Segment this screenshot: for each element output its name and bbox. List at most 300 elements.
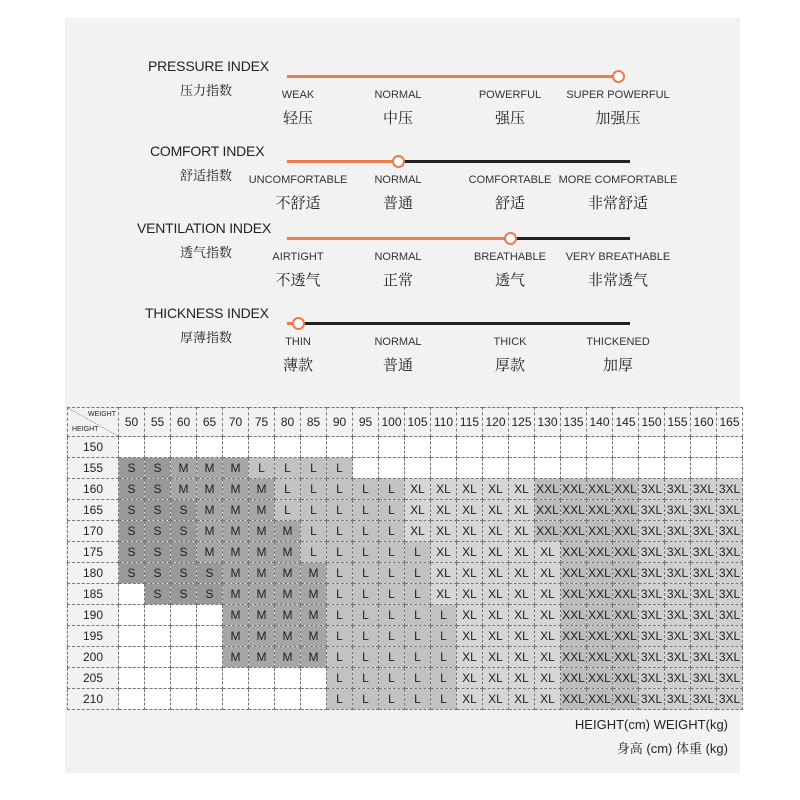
size-cell: 3XL	[717, 689, 743, 710]
weight-header: 135	[561, 408, 587, 437]
size-cell: L	[301, 500, 327, 521]
size-cell: 3XL	[665, 584, 691, 605]
size-cell: 3XL	[665, 500, 691, 521]
size-cell: XL	[483, 563, 509, 584]
size-cell: XXL	[561, 542, 587, 563]
height-header: 190	[68, 605, 119, 626]
size-cell: XL	[431, 563, 457, 584]
size-cell: XL	[509, 521, 535, 542]
size-cell: S	[119, 521, 145, 542]
level-label-cn: 透气	[494, 272, 525, 289]
size-cell: L	[353, 626, 379, 647]
table-row	[68, 668, 743, 689]
size-cell: S	[171, 500, 197, 521]
size-cell: XL	[535, 584, 561, 605]
size-cell: XL	[457, 626, 483, 647]
weight-header: 130	[535, 408, 561, 437]
size-cell: XL	[457, 647, 483, 668]
index-title-cn: 厚薄指数	[180, 330, 233, 345]
size-cell: L	[379, 479, 405, 500]
size-cell: 3XL	[691, 479, 717, 500]
size-cell: S	[145, 479, 171, 500]
footer-units-cn: 身高 (cm) 体重 (kg)	[616, 741, 728, 756]
height-header: 210	[68, 689, 119, 710]
size-cell: XXL	[561, 563, 587, 584]
size-cell: XXL	[561, 500, 587, 521]
size-cell: L	[405, 647, 431, 668]
size-cell: 3XL	[665, 479, 691, 500]
size-cell: L	[249, 458, 275, 479]
level-label-en: NORMAL	[374, 89, 422, 101]
size-cell: L	[379, 521, 405, 542]
size-cell: L	[353, 563, 379, 584]
size-cell: L	[353, 605, 379, 626]
size-cell	[119, 689, 145, 710]
size-cell: 3XL	[717, 605, 743, 626]
size-cell: L	[327, 542, 353, 563]
size-cell	[145, 605, 171, 626]
index-title-cn: 压力指数	[180, 83, 233, 98]
size-cell	[379, 437, 405, 458]
size-cell: L	[405, 563, 431, 584]
size-cell: 3XL	[691, 626, 717, 647]
table-row	[68, 689, 743, 710]
size-cell: XXL	[561, 605, 587, 626]
index-title: THICKNESS INDEX	[145, 305, 269, 321]
size-cell: M	[197, 500, 223, 521]
weight-header: 140	[587, 408, 613, 437]
size-cell	[431, 437, 457, 458]
size-cell	[197, 605, 223, 626]
size-cell	[405, 458, 431, 479]
size-cell	[327, 437, 353, 458]
size-cell: XL	[457, 689, 483, 710]
table-row	[68, 626, 743, 647]
size-cell: M	[223, 626, 249, 647]
size-cell	[353, 458, 379, 479]
height-header: 170	[68, 521, 119, 542]
size-cell: 3XL	[691, 605, 717, 626]
size-cell	[301, 689, 327, 710]
size-cell: M	[249, 626, 275, 647]
size-cell: XL	[457, 500, 483, 521]
level-label-cn: 不透气	[275, 272, 321, 289]
size-cell: XL	[509, 584, 535, 605]
size-cell: 3XL	[717, 479, 743, 500]
size-cell	[535, 437, 561, 458]
level-label-cn: 正常	[382, 272, 413, 289]
size-cell: L	[379, 584, 405, 605]
index-level	[553, 336, 683, 375]
size-cell: M	[275, 605, 301, 626]
level-label-cn: 厚款	[494, 357, 525, 374]
weight-header: 80	[275, 408, 301, 437]
size-cell: XL	[457, 479, 483, 500]
table-row	[68, 563, 743, 584]
size-cell: 3XL	[691, 542, 717, 563]
size-cell: L	[405, 626, 431, 647]
size-cell: XL	[457, 563, 483, 584]
level-label-cn: 不舒适	[275, 195, 321, 212]
table-row	[68, 542, 743, 563]
size-cell: XL	[483, 689, 509, 710]
size-cell: M	[249, 647, 275, 668]
size-cell: L	[327, 563, 353, 584]
level-label-en: THIN	[285, 336, 311, 348]
weight-header: 160	[691, 408, 717, 437]
weight-header: 100	[379, 408, 405, 437]
size-cell	[457, 437, 483, 458]
level-label-cn: 加强压	[595, 110, 641, 127]
size-cell: XL	[483, 542, 509, 563]
size-cell: 3XL	[639, 668, 665, 689]
level-label-en: NORMAL	[374, 251, 422, 263]
size-cell: S	[119, 500, 145, 521]
size-cell: XXL	[561, 647, 587, 668]
size-cell: M	[249, 479, 275, 500]
index-track	[287, 160, 630, 163]
index-title: VENTILATION INDEX	[137, 220, 272, 236]
size-cell: S	[171, 584, 197, 605]
size-cell	[509, 458, 535, 479]
size-cell	[145, 437, 171, 458]
size-cell: L	[327, 458, 353, 479]
size-cell: L	[379, 500, 405, 521]
size-cell	[509, 437, 535, 458]
height-header: 180	[68, 563, 119, 584]
size-cell: M	[223, 479, 249, 500]
weight-header: 105	[405, 408, 431, 437]
height-header: 155	[68, 458, 119, 479]
weight-header: 125	[509, 408, 535, 437]
size-cell: 3XL	[665, 542, 691, 563]
size-cell: XL	[535, 605, 561, 626]
index-fill	[287, 160, 398, 163]
level-label-cn: 非常舒适	[587, 195, 648, 212]
size-cell	[691, 437, 717, 458]
size-cell: XL	[457, 521, 483, 542]
size-cell: M	[223, 521, 249, 542]
weight-header: 120	[483, 408, 509, 437]
size-cell: XL	[535, 689, 561, 710]
height-header: 195	[68, 626, 119, 647]
size-cell	[145, 647, 171, 668]
size-cell: XXL	[613, 542, 639, 563]
corner-weight-label: WEIGHT	[88, 411, 116, 418]
size-cell: 3XL	[639, 584, 665, 605]
size-cell: 3XL	[639, 563, 665, 584]
table-row	[68, 605, 743, 626]
size-cell: M	[275, 521, 301, 542]
size-cell: L	[353, 668, 379, 689]
size-cell: XL	[509, 647, 535, 668]
size-cell: 3XL	[665, 626, 691, 647]
size-cell: XL	[483, 668, 509, 689]
size-cell: XL	[483, 521, 509, 542]
size-cell: S	[171, 521, 197, 542]
size-cell	[535, 458, 561, 479]
weight-header: 70	[223, 408, 249, 437]
size-cell: XL	[535, 542, 561, 563]
size-cell: M	[301, 563, 327, 584]
size-cell	[171, 605, 197, 626]
level-label-cn: 非常透气	[587, 272, 648, 289]
size-cell	[717, 437, 743, 458]
size-cell: M	[275, 584, 301, 605]
size-cell: S	[145, 542, 171, 563]
size-cell: XL	[457, 584, 483, 605]
level-label-en: VERY BREATHABLE	[565, 251, 671, 263]
weight-header: 145	[613, 408, 639, 437]
size-cell: L	[405, 689, 431, 710]
weight-header: 115	[457, 408, 483, 437]
size-cell: XXL	[587, 689, 613, 710]
size-cell: M	[301, 605, 327, 626]
size-cell: 3XL	[639, 689, 665, 710]
size-cell: XL	[509, 605, 535, 626]
size-cell: XL	[431, 542, 457, 563]
size-cell: M	[223, 458, 249, 479]
size-cell: XXL	[561, 668, 587, 689]
size-cell: XL	[535, 668, 561, 689]
index-track	[287, 237, 630, 240]
size-cell	[249, 437, 275, 458]
index-fill	[287, 237, 510, 240]
size-cell: 3XL	[665, 689, 691, 710]
size-cell	[457, 458, 483, 479]
size-cell: L	[275, 500, 301, 521]
size-cell: L	[301, 542, 327, 563]
size-cell: M	[249, 500, 275, 521]
size-cell: XL	[457, 668, 483, 689]
index-title-cn: 透气指数	[180, 245, 233, 260]
size-cell: 3XL	[639, 605, 665, 626]
size-cell: XXL	[561, 689, 587, 710]
size-cell: 3XL	[717, 500, 743, 521]
footer-units-en: HEIGHT(cm) WEIGHT(kg)	[574, 717, 728, 732]
size-cell: XXL	[613, 521, 639, 542]
size-cell: L	[353, 584, 379, 605]
size-cell: 3XL	[717, 542, 743, 563]
index-knob	[392, 155, 405, 168]
size-cell: L	[405, 584, 431, 605]
size-cell	[171, 668, 197, 689]
size-cell: L	[431, 647, 457, 668]
size-cell: S	[197, 584, 223, 605]
size-cell: XL	[431, 479, 457, 500]
size-cell: XL	[405, 500, 431, 521]
size-cell	[249, 689, 275, 710]
index-knob	[504, 232, 517, 245]
size-cell	[275, 437, 301, 458]
size-cell: 3XL	[665, 521, 691, 542]
size-cell: 3XL	[691, 563, 717, 584]
size-cell	[691, 458, 717, 479]
size-cell: M	[223, 500, 249, 521]
size-cell: XL	[483, 626, 509, 647]
height-header: 185	[68, 584, 119, 605]
level-label-cn: 普通	[382, 195, 413, 212]
size-cell	[171, 647, 197, 668]
size-cell	[119, 668, 145, 689]
size-cell: 3XL	[639, 647, 665, 668]
size-cell: XXL	[613, 668, 639, 689]
height-header: 200	[68, 647, 119, 668]
size-cell: 3XL	[691, 647, 717, 668]
height-header: 165	[68, 500, 119, 521]
size-cell: 3XL	[717, 563, 743, 584]
size-cell	[301, 668, 327, 689]
size-cell: M	[197, 542, 223, 563]
size-chart-table	[67, 407, 743, 710]
size-cell: S	[171, 542, 197, 563]
size-cell: 3XL	[691, 500, 717, 521]
size-cell: XXL	[613, 689, 639, 710]
size-cell	[405, 437, 431, 458]
table-row	[68, 479, 743, 500]
size-cell: 3XL	[717, 521, 743, 542]
size-cell: 3XL	[639, 542, 665, 563]
size-cell: M	[223, 542, 249, 563]
size-cell	[353, 437, 379, 458]
size-cell: 3XL	[717, 668, 743, 689]
size-cell: XL	[483, 647, 509, 668]
level-label-en: NORMAL	[374, 336, 422, 348]
size-cell: M	[249, 521, 275, 542]
size-cell: 3XL	[717, 584, 743, 605]
size-cell: L	[379, 647, 405, 668]
size-cell: L	[301, 521, 327, 542]
height-header: 175	[68, 542, 119, 563]
size-cell: 3XL	[639, 521, 665, 542]
size-cell: L	[379, 563, 405, 584]
size-cell: M	[275, 563, 301, 584]
size-cell	[223, 689, 249, 710]
size-cell	[379, 458, 405, 479]
size-cell: XXL	[587, 668, 613, 689]
size-cell	[431, 458, 457, 479]
level-label-cn: 加厚	[602, 357, 633, 374]
size-cell: XXL	[587, 584, 613, 605]
weight-header: 95	[353, 408, 379, 437]
size-cell: XXL	[535, 479, 561, 500]
size-cell: L	[301, 458, 327, 479]
weight-header: 65	[197, 408, 223, 437]
size-cell: S	[145, 500, 171, 521]
size-cell: S	[197, 563, 223, 584]
size-cell: L	[379, 605, 405, 626]
size-cell: S	[119, 479, 145, 500]
table-row	[68, 521, 743, 542]
level-label-cn: 薄款	[282, 357, 313, 374]
size-cell: L	[353, 542, 379, 563]
size-cell	[613, 458, 639, 479]
size-cell: XXL	[613, 626, 639, 647]
weight-header: 55	[145, 408, 171, 437]
level-label-en: UNCOMFORTABLE	[248, 174, 348, 186]
table-row	[68, 584, 743, 605]
size-cell	[145, 689, 171, 710]
size-cell	[119, 605, 145, 626]
size-cell	[171, 626, 197, 647]
size-cell: 3XL	[691, 584, 717, 605]
size-cell: L	[327, 521, 353, 542]
index-level	[333, 89, 463, 128]
size-cell	[717, 458, 743, 479]
size-cell: XL	[509, 626, 535, 647]
size-cell: L	[405, 542, 431, 563]
level-label-en: SUPER POWERFUL	[566, 89, 670, 101]
size-cell	[197, 668, 223, 689]
size-cell: 3XL	[717, 647, 743, 668]
size-cell: 3XL	[665, 668, 691, 689]
size-cell: L	[327, 584, 353, 605]
size-cell: S	[119, 542, 145, 563]
table-row	[68, 458, 743, 479]
size-cell: XXL	[561, 584, 587, 605]
size-cell: XXL	[587, 521, 613, 542]
size-cell: XL	[509, 542, 535, 563]
size-cell: L	[379, 689, 405, 710]
size-cell: 3XL	[691, 668, 717, 689]
level-label-en: BREATHABLE	[474, 251, 546, 263]
size-cell	[301, 437, 327, 458]
size-cell: M	[249, 563, 275, 584]
index-title: PRESSURE INDEX	[148, 58, 269, 74]
size-cell: M	[301, 626, 327, 647]
size-cell: XXL	[613, 647, 639, 668]
size-cell: L	[379, 626, 405, 647]
size-cell: M	[197, 479, 223, 500]
size-cell	[587, 458, 613, 479]
size-cell	[197, 647, 223, 668]
level-label-en: WEAK	[281, 89, 315, 101]
size-cell: XXL	[561, 626, 587, 647]
size-cell: L	[327, 647, 353, 668]
size-cell: XL	[431, 500, 457, 521]
size-cell: XL	[535, 626, 561, 647]
size-cell	[145, 626, 171, 647]
size-cell: XL	[431, 521, 457, 542]
height-header: 205	[68, 668, 119, 689]
weight-header: 85	[301, 408, 327, 437]
size-cell: M	[275, 542, 301, 563]
size-cell: XL	[483, 479, 509, 500]
size-cell: XXL	[587, 605, 613, 626]
index-level	[553, 89, 683, 128]
level-label-en: THICKENED	[586, 336, 650, 348]
size-cell: XL	[405, 521, 431, 542]
size-cell: XL	[509, 689, 535, 710]
weight-header: 110	[431, 408, 457, 437]
index-level	[333, 174, 463, 213]
weight-header: 165	[717, 408, 743, 437]
size-cell: L	[379, 668, 405, 689]
size-cell	[119, 437, 145, 458]
height-header: 160	[68, 479, 119, 500]
size-cell	[119, 626, 145, 647]
size-cell: M	[171, 458, 197, 479]
table-row	[68, 500, 743, 521]
index-level	[553, 174, 683, 213]
size-cell: L	[275, 479, 301, 500]
size-cell: M	[223, 584, 249, 605]
weight-header: 75	[249, 408, 275, 437]
size-cell: L	[327, 605, 353, 626]
size-cell: M	[197, 458, 223, 479]
level-label-cn: 舒适	[494, 195, 525, 212]
size-cell: L	[353, 647, 379, 668]
